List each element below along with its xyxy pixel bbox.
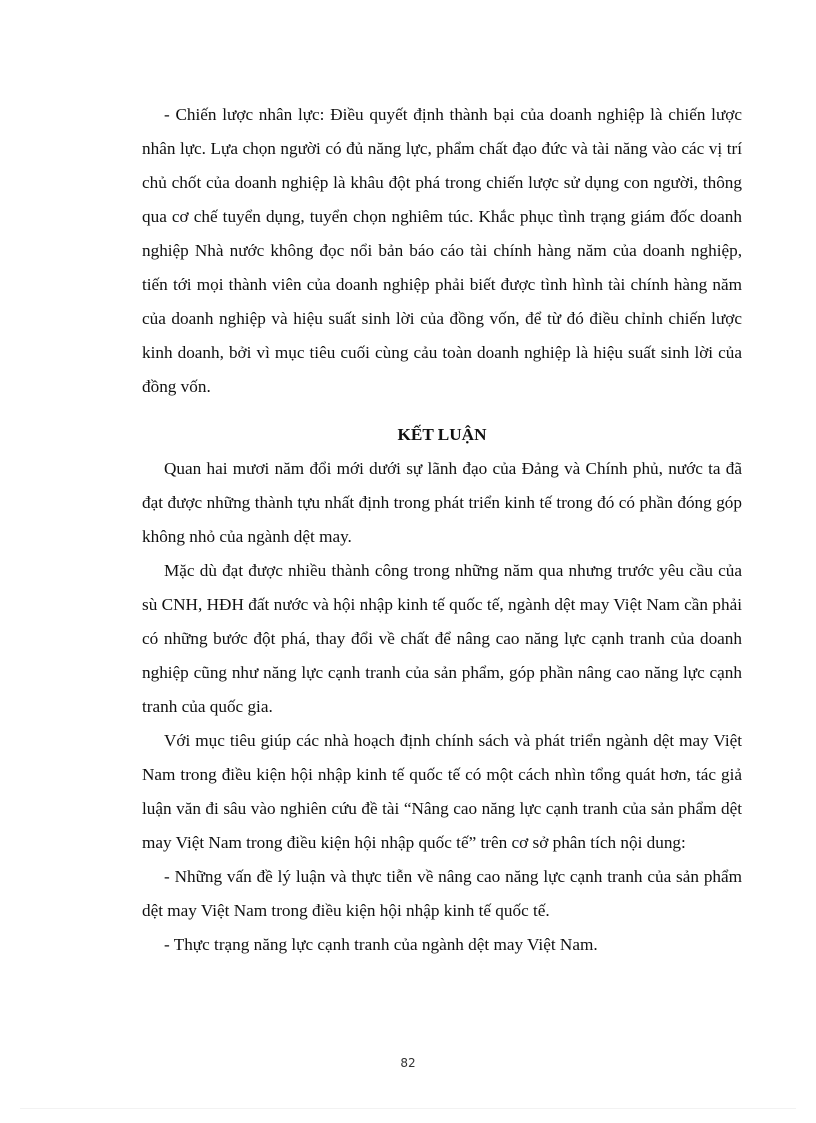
paragraph-conclusion-3: Với mục tiêu giúp các nhà hoạch định chính sách và phát triển ngành dệt may Việt Nam trong điều kiện hội nhập kinh tế quốc tế có một cách nhìn tổng quát hơn, tác giả luận văn đi sâu vào nghiên cứu đề tài “Nâng cao năng lực cạnh tranh của sản phẩm dệt may Việt Nam trong điều kiện hội nhập quốc tế” trên cơ sở phân tích nội dung:: [142, 731, 742, 852]
paragraph-conclusion-bullet-2: - Thực trạng năng lực cạnh tranh của ngành dệt may Việt Nam.: [164, 935, 598, 954]
page-number: 82: [400, 1056, 416, 1070]
section-heading-conclusion: KẾT LUẬN: [397, 425, 487, 444]
page-content: [142, 98, 742, 962]
paragraph-human-resource-strategy: - Chiến lược nhân lực: Điều quyết định thành bại của doanh nghiệp là chiến lược nhân lực. Lựa chọn người có đủ năng lực, phẩm chất đạo đức và tài năng vào các vị trí chủ chốt của doanh nghiệp là khâu đột phá trong chiến lược sử dụng con người, thông qua cơ chế tuyển dụng, tuyển chọn nghiêm túc. Khắc phục tình trạng giám đốc doanh nghiệp Nhà nước không đọc nổi bản báo cáo tài chính hàng năm của doanh nghiệp, tiến tới mọi thành viên của doanh nghiệp phải biết được tình hình tài chính hàng năm của doanh nghiệp và hiệu suất sinh lời của đồng vốn, để từ đó điều chỉnh chiến lược kinh doanh, bởi vì mục tiêu cuối cùng cảu toàn doanh nghiệp là hiệu suất sinh lời của đồng vốn.: [142, 105, 742, 396]
paragraph-conclusion-2: Mặc dù đạt được nhiều thành công trong những năm qua nhưng trước yêu cầu của sù CNH, HĐH đất nước và hội nhập kinh tế quốc tế, ngành dệt may Việt Nam cần phải có những bước đột phá, thay đổi về chất để nâng cao năng lực cạnh tranh của doanh nghiệp cũng như năng lực cạnh tranh của sản phẩm, góp phần nâng cao năng lực cạnh tranh của quốc gia.: [142, 561, 742, 716]
footer-divider: [20, 1108, 796, 1109]
paragraph-conclusion-bullet-1: - Những vấn đề lý luận và thực tiễn về nâng cao năng lực cạnh tranh của sản phẩm dệt may Việt Nam trong điều kiện hội nhập kinh tế quốc tế.: [142, 867, 742, 920]
paragraph-conclusion-1: Quan hai mươi năm đổi mới dưới sự lãnh đạo của Đảng và Chính phủ, nước ta đã đạt được những thành tựu nhất định trong phát triển kinh tế trong đó có phần đóng góp không nhỏ của ngành dệt may.: [142, 459, 742, 546]
